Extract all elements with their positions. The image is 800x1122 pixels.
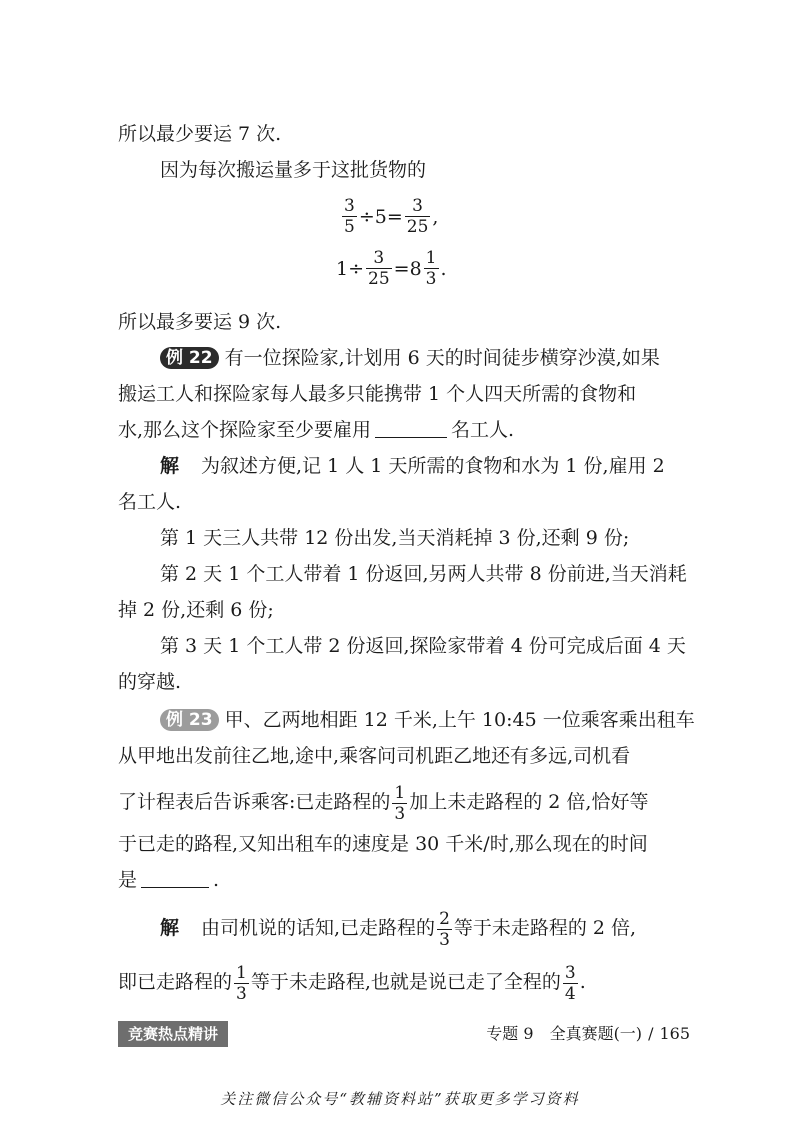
example-badge: 例 23 xyxy=(160,709,219,731)
solution-label: 解 xyxy=(160,917,180,939)
text-line: 掉 2 份,还剩 6 份; xyxy=(118,599,274,621)
fraction: $\frac{1}{3}$ xyxy=(425,248,437,289)
formula-1: $\frac{3}{5}$ ÷5= $\frac{3}{25}$ , xyxy=(344,196,439,237)
text-line: 所以最少要运 7 次. xyxy=(118,123,282,145)
footer-series-title: 竞赛热点精讲 xyxy=(118,1021,228,1047)
text-line: 第 3 天 1 个工人带 2 份返回,探险家带着 4 份可完成后面 4 天 xyxy=(160,635,686,657)
text-line: 从甲地出发前往乙地,途中,乘客问司机距乙地还有多远,司机看 xyxy=(118,745,631,767)
fraction: $\frac{3}{4}$ xyxy=(564,962,576,1004)
text-line: 搬运工人和探险家每人最多只能携带 1 个人四天所需的食物和 xyxy=(118,383,637,405)
text-line: 水,那么这个探险家至少要雇用 名工人. xyxy=(118,419,515,441)
fraction: $\frac{1}{3}$ xyxy=(236,962,247,1004)
answer-blank[interactable] xyxy=(141,869,209,888)
fraction: $\frac{1}{3}$ xyxy=(394,782,406,824)
text-line: 因为每次搬运量多于这批货物的 xyxy=(160,159,427,181)
example-badge: 例 22 xyxy=(160,347,219,369)
fraction: $\frac{3}{25}$ xyxy=(406,196,429,237)
text-line: 第 1 天三人共带 12 份出发,当天消耗掉 3 份,还剩 9 份; xyxy=(160,527,630,549)
footer-topic: 专题 9 全真赛题(一) xyxy=(486,1024,643,1043)
text-line: 名工人. xyxy=(118,491,182,513)
text-line: 第 2 天 1 个工人带着 1 份返回,另两人共带 8 份前进,当天消耗 xyxy=(160,563,687,585)
example-22: 例 22 有一位探险家,计划用 6 天的时间徒步横穿沙漠,如果 xyxy=(160,344,688,372)
example-23: 例 23 甲、乙两地相距 12 千米,上午 10:45 一位乘客乘出租车 xyxy=(160,706,688,734)
fraction: $\frac{3}{5}$ xyxy=(344,196,355,237)
text-line: 是 . xyxy=(118,869,220,891)
solution-label: 解 xyxy=(160,455,180,477)
formula-2: 1÷ $\frac{3}{25}$ =8 $\frac{1}{3}$ . xyxy=(336,248,447,289)
bottom-watermark-note: 关注微信公众号“教辅资料站”获取更多学习资料 xyxy=(220,1090,580,1108)
answer-blank[interactable] xyxy=(375,419,447,438)
text-line: 即已走路程的 $\frac{1}{3}$ 等于未走路程,也就是说已走了全程的 $\frac{3}{4}$ . xyxy=(118,962,586,1004)
footer-page-info xyxy=(486,1021,690,1047)
fraction: $\frac{3}{25}$ xyxy=(368,248,390,289)
text-line: 所以最多要运 9 次. xyxy=(118,311,282,333)
page-number: 165 xyxy=(659,1024,690,1043)
solution-22: 解 为叙述方便,记 1 人 1 天所需的食物和水为 1 份,雇用 2 xyxy=(160,455,665,477)
text-line: 了计程表后告诉乘客:已走路程的 $\frac{1}{3}$ 加上未走路程的 2 倍,恰好等 xyxy=(118,782,649,824)
solution-23: 解 由司机说的话知,已走路程的 $\frac{2}{3}$ 等于未走路程的 2 倍, xyxy=(160,908,637,950)
footer-separator: / xyxy=(648,1024,654,1043)
text-line: 的穿越. xyxy=(118,671,182,693)
fraction: $\frac{2}{3}$ xyxy=(439,908,450,950)
text-line: 于已走的路程,又知出租车的速度是 30 千米/时,那么现在的时间 xyxy=(118,833,648,855)
